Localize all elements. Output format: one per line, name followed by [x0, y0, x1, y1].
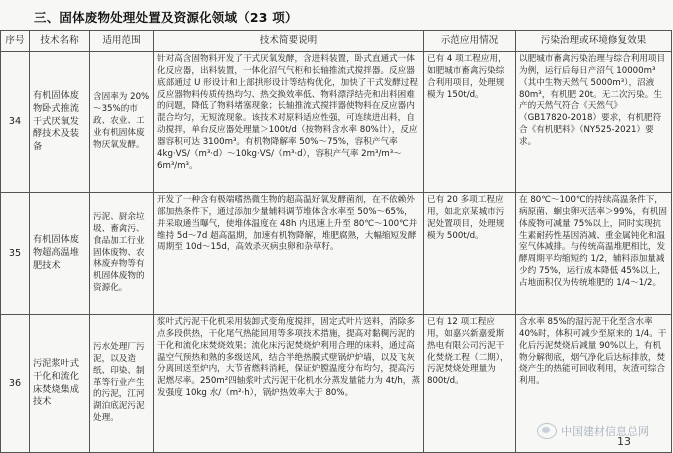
- cell-name: 有机固体废物卧式推流干式厌氧发酵技术及装备: [30, 52, 90, 193]
- cell-no: 36: [1, 315, 30, 453]
- table-header-row: [1, 31, 672, 52]
- cell-name: 有机固体废物超高温堆肥技术: [30, 193, 90, 315]
- cell-effect: 含水率 85%的湿污泥干化至含水率 40%时，体积可减少至原来的 1/4。干化后污泥焚烧后减量 90%以上，有机物分解彻底，烟气净化后达标排放，焚烧产生的热能可回收利用，灰渣可综合利用。: [516, 315, 672, 453]
- cell-scope: 污泥、厨余垃圾、畜禽污、食品加工行业固体废物、农林废弃物等有机固体废物的资源化。: [90, 193, 154, 315]
- header-desc: 技术简要说明: [154, 31, 424, 52]
- cell-scope: 含固率为 20%～35%的市政、农业、工业有机固体废物厌氧发酵。: [90, 52, 154, 193]
- cell-desc: 开发了一种含有极端嗜热微生物的超高温好氧发酵菌剂，在不依赖外部加热条件下，通过添加少量辅料调节堆体含水率至 50%～65%，并采取通当曝气，使堆体温度在 48h 内迅速上升至 80℃～100℃并维持 5d～7d 超高温期，加速有机物降解，堆肥腐熟，大幅缩短发酵周期至 10d～15d，高效杀灭病虫卵和杂草籽。: [154, 193, 424, 315]
- cell-effect: 在 80℃～100℃的持续高温条件下，病原菌、蛔虫卵灭活率＞99%，有机固体废物可减量 75%以上，同时实现抗生素耐药性基因消减、重金属钝化和温室气体减排。与传统高温堆肥相比，发酵周期平均缩短约 1/2，辅料添加量减少约 75%，运行成本降低 45%以上，占地面积仅为传统堆肥的 1/4～1/2。: [516, 193, 672, 315]
- header-scope: 适用范围: [90, 31, 154, 52]
- header-no: 序号: [1, 31, 30, 52]
- table-row: [1, 193, 672, 315]
- technology-table: [0, 30, 672, 453]
- cell-demo: 已有 4 项工程应用，如肥城市畜禽污染综合利用项目，处理规模为 150t/d。: [424, 52, 516, 193]
- header-effect: 污染治理或环境修复效果: [516, 31, 672, 52]
- cell-name: 污泥浆叶式干化和流化床焚烧集成技术: [30, 315, 90, 453]
- section-title: 三、固体废物处理处置及资源化领域（23 项）: [34, 10, 298, 25]
- cell-desc: 浆叶式污泥干化机采用装卸式变角度搅拌，固定式叶片送料，消除多点多段供热，干化尾气热能回用等多项技术措施，提高对黏稠污泥的干化和流化床焚烧效果；流化床污泥焚烧炉利用合理的床料，通过高温空气预热和熟的多级送风，结合半绝热膜式壁锅炉炉墙，以及飞灰分离回送至炉内，大节省燃料消耗，保证炉膛温度分布均匀，提高污泥燃尽率。250m²四轴浆叶式污泥干化机水分蒸发量能力为 4t/h，蒸发强度 10kg 水/（m²·h），锅炉热效率大于 80%。: [154, 315, 424, 453]
- cell-effect: 以肥城市畜禽污染治理与综合利用项目为例，运行后每日产沼气 10000m³（其中生物天然气 5000m³），沼液 80m³，有机肥 20t。无二次污染。生产的天然气符合《天然气》（GB17820-2018）要求，有机肥符合《有机肥料》（NY525-2021）要求。: [516, 52, 672, 193]
- page-number: 13: [617, 435, 631, 448]
- watermark-text: 中国建材信息总网: [561, 425, 649, 438]
- table-row: [1, 52, 672, 193]
- cell-scope: 污水处理厂污泥，以及造纸、印染、制革等行业产生的污泥，江河湖泊底泥污泥处理。: [90, 315, 154, 453]
- cell-no: 35: [1, 193, 30, 315]
- watermark-logo-icon: [537, 423, 557, 439]
- header-name: 技术名称: [30, 31, 90, 52]
- cell-demo: 已有 12 项工程应用，如嘉兴新嘉爱斯热电有限公司污泥干化焚烧工程（二期），污泥焚烧处理量为 800t/d。: [424, 315, 516, 453]
- cell-no: 34: [1, 52, 30, 193]
- cell-desc: 针对高含固物料开发了干式厌氧发酵，含进料装置，卧式直通式一体化反应器，出料装置，一体化沼气气柜和长轴推流式搅拌器。反应器底部通过 U 形设计和上部拱形设计等结构优化，加快了干式发酵过程反应器物料传质传热均匀、热交换效率低、物料漂浮结壳和出料困难的问题，降低了物料堵塞现象；长轴推流式搅拌器使物料在反应器内混合均匀，无短流现象。该技术对原料适应性强，可连续进出料，自动搅拌，单台反应器处理量＞100t/d（按物料含水率 80%计），反应器容积可达 3100m³。有机物降解率 50%～75%，容积产气率 4kg·VS/（m³·d）～10kg·VS/（m³·d），容积产气率 2m³/m³～6m³/m³。: [154, 52, 424, 193]
- watermark: [537, 423, 649, 439]
- header-demo: 示范应用情况: [424, 31, 516, 52]
- cell-demo: 已有 20 多项工程应用，如北京某城市污泥处置项目，处理规模为 500t/d。: [424, 193, 516, 315]
